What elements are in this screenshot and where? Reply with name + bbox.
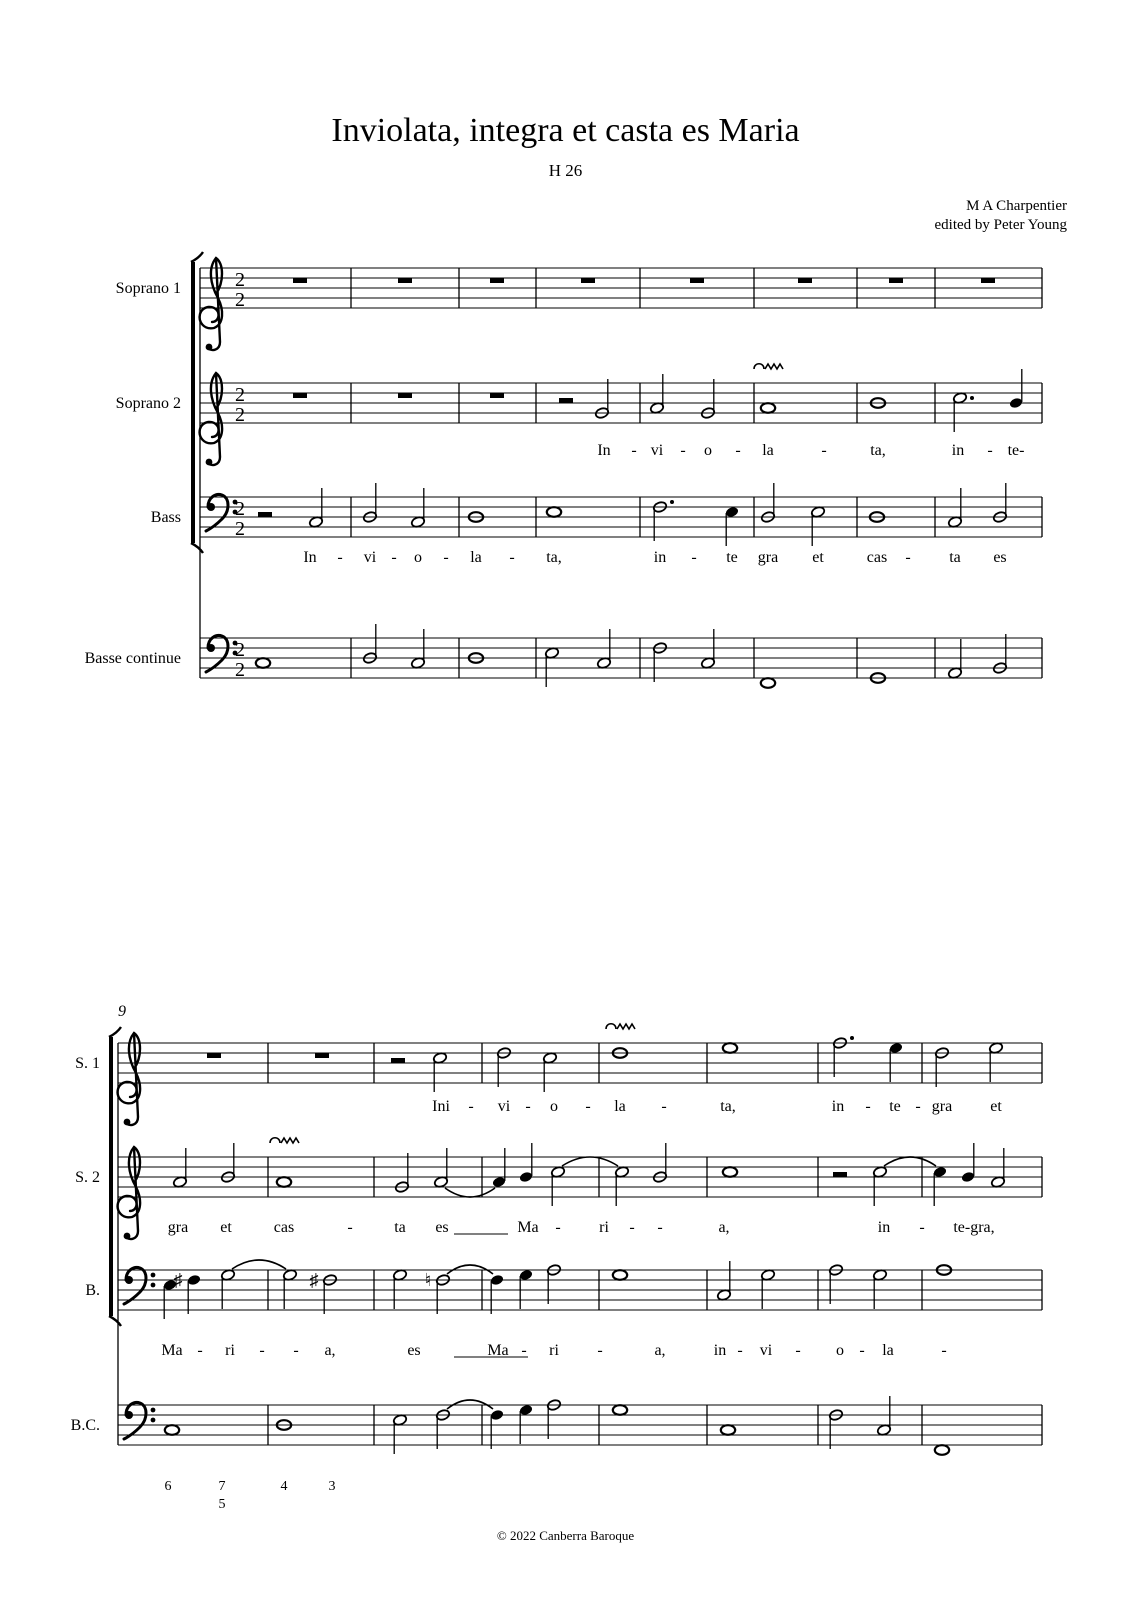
lyric-syllable: et xyxy=(220,1219,232,1236)
lyric-syllable: vi xyxy=(497,1098,511,1115)
catalog-number: H 26 xyxy=(548,161,583,180)
staff xyxy=(200,638,1042,678)
staff xyxy=(200,497,1042,537)
lyric-syllable: gra xyxy=(757,549,779,566)
lyric-syllable: - xyxy=(919,1219,925,1236)
lyric-syllable: gra xyxy=(167,1219,189,1236)
lyric-syllable: Ma xyxy=(517,1219,539,1236)
lyric-syllable: te- xyxy=(1007,442,1025,459)
quarter-note xyxy=(490,1274,505,1287)
whole-note xyxy=(935,1445,949,1455)
whole-note xyxy=(761,678,775,688)
lyric-syllable: cas xyxy=(273,1219,295,1236)
sharp-icon: ♯ xyxy=(173,1270,183,1290)
lyric-syllable: es xyxy=(435,1219,449,1236)
half-rest xyxy=(391,1058,405,1063)
staff-label: Basse continue xyxy=(84,650,181,667)
whole-rest xyxy=(207,1053,221,1058)
bracket-hook xyxy=(109,1316,121,1326)
whole-rest xyxy=(889,278,903,283)
quarter-note xyxy=(519,1269,534,1282)
lyric-syllable: ta, xyxy=(720,1098,736,1115)
staff xyxy=(118,1043,1042,1083)
whole-rest xyxy=(690,278,704,283)
lyric-syllable: - xyxy=(555,1219,561,1236)
whole-note xyxy=(256,658,270,668)
quarter-note xyxy=(187,1274,202,1287)
trill-icon xyxy=(606,1024,635,1029)
staff xyxy=(118,1270,1042,1310)
lyric-syllable: vi xyxy=(650,442,664,459)
lyric-syllable: et xyxy=(990,1098,1002,1115)
lyric-syllable: - xyxy=(468,1098,474,1115)
lyric-syllable: - xyxy=(585,1098,591,1115)
whole-note xyxy=(547,507,561,517)
quarter-note xyxy=(1009,397,1024,410)
lyric-syllable: - xyxy=(391,549,397,566)
lyric-syllable: - xyxy=(197,1342,203,1359)
natural-icon: ♮ xyxy=(424,1270,432,1290)
staff-label: Bass xyxy=(150,509,181,526)
lyric-syllable: - xyxy=(597,1342,603,1359)
dot xyxy=(850,1036,854,1040)
trill-icon xyxy=(754,364,783,369)
lyric-syllable: - xyxy=(680,442,686,459)
staff xyxy=(118,1405,1042,1445)
whole-note xyxy=(721,1425,735,1435)
whole-rest xyxy=(981,278,995,283)
half-rest xyxy=(559,398,573,403)
lyric-syllable: in xyxy=(713,1342,727,1359)
quarter-note xyxy=(725,506,740,519)
whole-note xyxy=(613,1405,627,1415)
whole-rest xyxy=(398,393,412,398)
tie xyxy=(562,1157,618,1166)
lyric-syllable: In xyxy=(597,442,611,459)
lyric-syllable: - xyxy=(629,1219,635,1236)
whole-note xyxy=(277,1177,291,1187)
staff-label: S. 1 xyxy=(75,1055,100,1072)
lyric-syllable: Ma xyxy=(161,1342,183,1359)
lyric-syllable: - xyxy=(737,1342,743,1359)
dot xyxy=(670,500,674,504)
trill-icon xyxy=(270,1138,299,1143)
whole-rest xyxy=(398,278,412,283)
lyric-syllable: la xyxy=(614,1098,626,1115)
figured-bass: 7 xyxy=(218,1479,226,1494)
time-signature-denominator: 2 xyxy=(235,518,245,540)
staff xyxy=(200,383,1042,423)
lyric-syllable: - xyxy=(525,1098,531,1115)
lyric-syllable: vi xyxy=(363,549,377,566)
lyric-syllable: ta xyxy=(949,549,961,566)
bass-clef-icon xyxy=(124,1403,155,1440)
bracket-hook xyxy=(109,1027,121,1037)
time-signature-denominator: 2 xyxy=(235,404,245,426)
lyric-syllable: a, xyxy=(654,1342,666,1359)
lyric-syllable: et xyxy=(812,549,824,566)
lyric-syllable: - xyxy=(661,1098,667,1115)
bass-clef-icon xyxy=(206,636,237,673)
staff-label: B. xyxy=(85,1282,100,1299)
bass-clef-icon xyxy=(206,495,237,532)
lyric-syllable: - xyxy=(521,1342,527,1359)
tie xyxy=(445,1188,495,1197)
lyric-syllable: ri xyxy=(549,1342,559,1359)
lyric-syllable: - xyxy=(795,1342,801,1359)
lyric-syllable: - xyxy=(691,549,697,566)
lyric-syllable: la xyxy=(470,549,482,566)
lyric-syllable: es xyxy=(993,549,1007,566)
lyric-syllable: te-gra, xyxy=(953,1219,995,1236)
half-rest xyxy=(833,1172,847,1177)
lyric-syllable: a, xyxy=(718,1219,730,1236)
composer-name: M A Charpentier xyxy=(966,198,1067,214)
time-signature-numerator: 2 xyxy=(235,384,245,406)
lyric-syllable: - xyxy=(859,1342,865,1359)
lyric-syllable: - xyxy=(915,1098,921,1115)
lyric-syllable: ta, xyxy=(870,442,886,459)
quarter-note xyxy=(519,1404,534,1417)
whole-note xyxy=(761,403,775,413)
quarter-note xyxy=(492,1176,507,1189)
lyric-syllable: - xyxy=(657,1219,663,1236)
lyric-syllable: - xyxy=(821,442,827,459)
treble-clef-icon xyxy=(118,1033,140,1125)
lyric-syllable: ta xyxy=(394,1219,406,1236)
lyric-syllable: ri xyxy=(599,1219,609,1236)
lyric-syllable: - xyxy=(987,442,993,459)
figured-bass: 3 xyxy=(328,1479,336,1494)
editor-name: edited by Peter Young xyxy=(934,217,1067,233)
lyric-syllable: - xyxy=(259,1342,265,1359)
lyric-syllable: in xyxy=(951,442,965,459)
lyric-syllable: vi xyxy=(759,1342,773,1359)
figured-bass: 4 xyxy=(280,1479,288,1494)
whole-rest xyxy=(798,278,812,283)
quarter-note xyxy=(933,1166,948,1179)
lyric-syllable: la xyxy=(762,442,774,459)
lyric-syllable: - xyxy=(337,549,343,566)
lyric-syllable: - xyxy=(905,549,911,566)
lyric-syllable: o xyxy=(414,549,422,566)
quarter-note xyxy=(961,1171,976,1184)
lyric-syllable: in xyxy=(831,1098,845,1115)
lyric-syllable: - xyxy=(509,549,515,566)
treble-clef-icon xyxy=(200,373,222,465)
lyric-syllable: es xyxy=(407,1342,421,1359)
bass-clef-icon xyxy=(124,1268,155,1305)
lyric-syllable: te xyxy=(726,549,738,566)
staff-label: Soprano 1 xyxy=(115,280,181,297)
bracket-hook xyxy=(191,543,203,553)
lyric-syllable: o xyxy=(836,1342,844,1359)
whole-rest xyxy=(490,278,504,283)
whole-note xyxy=(723,1167,737,1177)
lyric-syllable: - xyxy=(941,1342,947,1359)
lyric-syllable: ta, xyxy=(546,549,562,566)
quarter-note xyxy=(519,1171,534,1184)
lyric-syllable: cas xyxy=(866,549,888,566)
lyric-syllable: in xyxy=(653,549,667,566)
time-signature-numerator: 2 xyxy=(235,639,245,661)
whole-rest xyxy=(315,1053,329,1058)
lyric-syllable: gra xyxy=(931,1098,953,1115)
lyric-syllable: in xyxy=(877,1219,891,1236)
figured-bass: 6 xyxy=(164,1479,172,1494)
lyric-syllable: te xyxy=(889,1098,901,1115)
measure-number: 9 xyxy=(118,1003,126,1020)
lyric-syllable: o xyxy=(550,1098,558,1115)
staff-label: S. 2 xyxy=(75,1169,100,1186)
sharp-icon: ♯ xyxy=(309,1270,319,1290)
whole-rest xyxy=(293,278,307,283)
whole-note xyxy=(723,1043,737,1053)
lyric-syllable: la xyxy=(882,1342,894,1359)
dot xyxy=(970,396,974,400)
lyric-syllable: - xyxy=(293,1342,299,1359)
lyric-syllable: ri xyxy=(225,1342,235,1359)
tie xyxy=(884,1157,936,1166)
whole-rest xyxy=(293,393,307,398)
time-signature-numerator: 2 xyxy=(235,498,245,520)
quarter-note xyxy=(490,1409,505,1422)
lyric-syllable: - xyxy=(865,1098,871,1115)
tie xyxy=(232,1260,286,1269)
lyric-syllable: - xyxy=(347,1219,353,1236)
whole-note xyxy=(165,1425,179,1435)
lyric-syllable: a, xyxy=(324,1342,336,1359)
lyric-syllable: - xyxy=(443,549,449,566)
time-signature-denominator: 2 xyxy=(235,289,245,311)
time-signature-denominator: 2 xyxy=(235,659,245,681)
page-title: Inviolata, integra et casta es Maria xyxy=(331,112,800,149)
lyric-syllable: Ini xyxy=(432,1098,450,1115)
treble-clef-icon xyxy=(200,258,222,350)
whole-rest xyxy=(581,278,595,283)
staff-label: B.C. xyxy=(70,1417,100,1434)
whole-note xyxy=(613,1270,627,1280)
whole-rest xyxy=(490,393,504,398)
bracket-hook xyxy=(191,252,203,262)
time-signature-numerator: 2 xyxy=(235,269,245,291)
copyright-notice: © 2022 Canberra Baroque xyxy=(496,1528,635,1543)
lyric-syllable: Ma xyxy=(487,1342,509,1359)
half-rest xyxy=(258,512,272,517)
figured-bass: 5 xyxy=(218,1497,226,1512)
treble-clef-icon xyxy=(118,1147,140,1239)
staff-label: Soprano 2 xyxy=(115,395,181,412)
lyric-syllable: In xyxy=(303,549,317,566)
quarter-note xyxy=(889,1042,904,1055)
lyric-syllable: o xyxy=(704,442,712,459)
staff xyxy=(118,1157,1042,1197)
lyric-syllable: - xyxy=(631,442,637,459)
lyric-syllable: - xyxy=(735,442,741,459)
staff xyxy=(200,268,1042,308)
